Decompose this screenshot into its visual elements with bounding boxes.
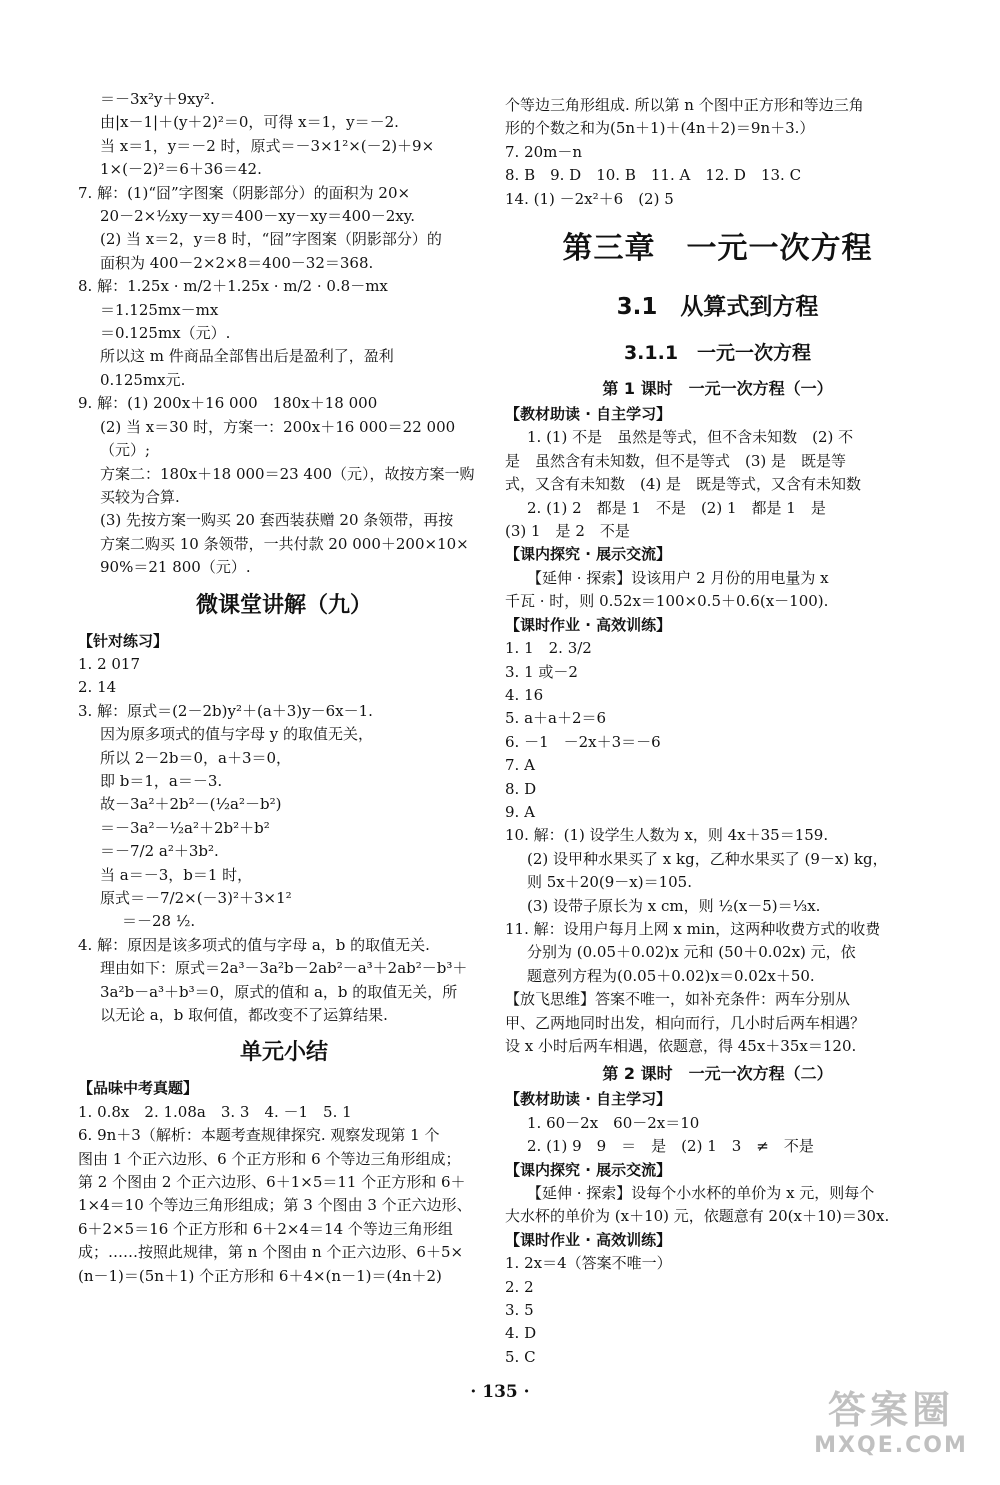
answer-line: 原式＝－7/2×(－3)²＋3×1² (100, 889, 292, 907)
answer-line: (2) 当 x＝2，y＝8 时，“囧”字图案（阴影部分）的 (100, 230, 442, 249)
section-title: 3.1 从算式到方程 (616, 294, 819, 321)
answer-line: 4. 16 (505, 685, 544, 704)
answer-line: 由|x－1|＋(y＋2)²＝0，可得 x＝1，y＝－2. (100, 113, 399, 132)
subsection-title: 3.1.1 一元一次方程 (623, 342, 812, 365)
answer-line: 方案二购买 10 条领带，一共付款 20 000＋200×10× (100, 534, 469, 553)
answer-line: 2. (1) 2 都是 1 不是 (2) 1 都是 1 是 (527, 498, 826, 517)
answer-line: (3) 1 是 2 不是 (505, 522, 630, 541)
answer-line: 4. D (505, 1324, 537, 1343)
answer-line: ＝1.125mx－mx (100, 300, 219, 319)
answer-line: 图由 1 个正六边形、6 个正方形和 6 个等边三角形组成； (78, 1149, 461, 1168)
answer-line: (n－1)＝(5n＋1) 个正方形和 6＋4×(n－1)＝(4n＋2) (78, 1266, 442, 1285)
answer-line: 大水杯的单价为 (x＋10) 元，依题意有 20(x＋10)＝30x. (505, 1207, 890, 1226)
answer-line: 20－2×½xy－xy＝400－xy－xy＝400－2xy. (100, 207, 415, 226)
section-heading-micro-lecture: 微课堂讲解（九） (195, 592, 372, 618)
answer-line: ＝0.125mx（元）. (100, 324, 231, 343)
answer-line: 所以 2－2b＝0，a＋3＝0， (100, 748, 292, 767)
answer-line: 分别为 (0.05＋0.02)x 元和 (50＋0.02x) 元，依 (527, 943, 856, 962)
answer-line: 10. 解：(1) 设学生人数为 x，则 4x＋35＝159. (505, 826, 829, 845)
section-tag: 【针对练习】 (78, 631, 169, 650)
answer-line: 形的个数之和为(5n＋1)＋(4n＋2)＝9n＋3.） (505, 119, 815, 138)
answer-line: (3) 先按方案一购买 20 套西装获赠 20 条领带，再按 (100, 511, 454, 530)
answer-line: (2) 当 x＝30 时，方案一：200x＋16 000＝22 000（元）; (100, 417, 456, 460)
answer-line: 千瓦 · 时，则 0.52x＝100×0.5＋0.6(x－100). (505, 592, 829, 611)
answer-line: 个等边三角形组成. 所以第 n 个图中正方形和等边三角 (505, 96, 864, 114)
answer-line: 6. －1 －2x＋3＝－6 (505, 732, 661, 751)
answer-line: ＝－28 ½. (122, 912, 196, 931)
answer-line: 因为原多项式的值与字母 y 的取值无关， (100, 725, 374, 744)
page-number: · 135 · (470, 1382, 530, 1402)
answer-line: 11. 解：设用户每月上网 x min，这两种收费方式的收费 (505, 919, 881, 938)
answer-line: 1. (1) 不是 虽然是等式，但不含未知数 (2) 不 (527, 428, 854, 447)
answer-line: 4. 解：原因是该多项式的值与字母 a，b 的取值无关. (78, 935, 430, 954)
answer-line: 5. a＋a＋2＝6 (505, 709, 607, 728)
answer-line: 所以这 m 件商品全部售出后是盈利了，盈利 (100, 347, 394, 366)
answer-line: 当 a＝－3，b＝1 时， (100, 865, 253, 884)
answer-line: 设 x 小时后两车相遇，依题意，得 45x＋35x＝120. (505, 1037, 857, 1055)
lesson-title-1: 第 1 课时 一元一次方程（一） (602, 379, 833, 399)
answer-line: 7. A (505, 756, 535, 775)
section-tag: 【课时作业 · 高效训练】 (505, 615, 672, 634)
answer-line: 3. 1 或－2 (505, 662, 578, 681)
right-column (505, 94, 930, 1369)
answer-line: 第 2 个图由 2 个正六边形、6＋1×5＝11 个正方形和 6＋ (78, 1173, 466, 1192)
chapter-title: 第三章 一元一次方程 (562, 231, 873, 267)
answer-line: 0.125mx元. (100, 370, 186, 389)
answer-line: 2. 2 (505, 1277, 534, 1296)
answer-line: 9. A (505, 802, 535, 821)
section-tag: 【课内探究 · 展示交流】 (505, 1160, 672, 1179)
answer-line: 方案二：180x＋18 000＝23 400（元），故按方案一购 (100, 464, 475, 483)
left-column (78, 88, 490, 1288)
answer-line: 即 b＝1，a＝－3. (100, 771, 223, 790)
lesson-title-2: 第 2 课时 一元一次方程（二） (602, 1064, 833, 1084)
answer-line: 式，又含有未知数 (4) 是 既是等式，又含有未知数 (505, 475, 862, 494)
answer-line: 1. 0.8x 2. 1.08a 3. 3 4. －1 5. 1 (78, 1102, 352, 1121)
answer-line: 6. 9n＋3（解析：本题考查规律探究. 观察发现第 1 个 (78, 1126, 440, 1145)
answer-line: 5. C (505, 1347, 536, 1366)
watermark-text-top: 答案圈 (827, 1388, 954, 1432)
answer-line: 7. 解：(1)“囧”字图案（阴影部分）的面积为 20× (78, 183, 411, 202)
answer-line: 以无论 a，b 取何值，都改变不了运算结果. (100, 1006, 388, 1025)
answer-line: 90%＝21 800（元）. (100, 558, 251, 577)
answer-line: ＝－3x²y＋9xy². (100, 90, 215, 108)
answer-line: 1. 2 017 (78, 654, 141, 673)
answer-line: 9. 解：(1) 200x＋16 000 180x＋18 000 (78, 394, 378, 413)
answer-line: ＝－7/2 a²＋3b². (100, 842, 219, 861)
answer-line: 【延伸 · 探索】设该用户 2 月份的用电量为 x (527, 568, 829, 587)
answer-line: 8. B 9. D 10. B 11. A 12. D 13. C (505, 166, 802, 185)
section-tag: 【教材助读 · 自主学习】 (505, 405, 672, 424)
answer-line: 是 虽然含有未知数，但不是等式 (3) 是 既是等 (505, 451, 847, 470)
answer-line: 14. (1) －2x²＋6 (2) 5 (505, 189, 674, 208)
answer-line: 甲、乙两地同时出发，相向而行，几小时后两车相遇？ (505, 1013, 866, 1032)
answer-line: 3a²b－a³＋b³＝0，原式的值和 a，b 的取值无关，所 (100, 982, 458, 1001)
section-tag: 【教材助读 · 自主学习】 (505, 1090, 672, 1109)
answer-line: 当 x＝1，y＝－2 时，原式＝－3×1²×(－2)＋9× (100, 136, 435, 155)
section-tag: 【课时作业 · 高效训练】 (505, 1230, 672, 1249)
answer-line: 【延伸 · 探索】设每个小水杯的单价为 x 元，则每个 (527, 1184, 875, 1203)
answer-line: 6＋2×5＝16 个正方形和 6＋2×4＝14 个等边三角形组 (78, 1219, 453, 1238)
answer-line: ＝－3a²－½a²＋2b²＋b² (100, 818, 270, 837)
answer-line: 7. 20m－n (505, 142, 583, 161)
section-heading-unit-summary: 单元小结 (239, 1040, 328, 1066)
answer-line: 则 5x＋20(9－x)＝105. (527, 873, 692, 892)
answer-line: 理由如下：原式＝2a³－3a²b－2ab²－a³＋2ab²－b³＋ (100, 959, 468, 978)
answer-line: 8. D (505, 779, 537, 798)
answer-line: 1. 60－2x 60－2x＝10 (527, 1113, 700, 1132)
answer-line: 故－3a²＋2b²－(½a²－b²) (100, 795, 282, 814)
answer-line: 3. 解：原式＝(2－2b)y²＋(a＋3)y－6x－1. (78, 701, 373, 720)
answer-line: 买较为合算. (100, 487, 180, 506)
section-tag: 【品味中考真题】 (78, 1079, 199, 1098)
answer-line: 成；……按照此规律，第 n 个图由 n 个正六边形、6＋5× (78, 1243, 464, 1262)
answer-line: 1×4＝10 个等边三角形组成；第 3 个图由 3 个正六边形、 (78, 1196, 472, 1215)
watermark-text-bottom: MXQE.COM (814, 1433, 968, 1458)
answer-line: 1×(－2)²＝6＋36＝42. (100, 160, 262, 179)
answer-line: 面积为 400－2×2×8＝400－32＝368. (100, 253, 374, 272)
answer-line: (3) 设带子原长为 x cm，则 ½(x－5)＝⅓x. (527, 896, 821, 915)
answer-line: 题意列方程为(0.05＋0.02)x＝0.02x＋50. (527, 966, 815, 985)
answer-line: 1. 1 2. 3/2 (505, 639, 592, 658)
answer-line: 3. 5 (505, 1301, 534, 1320)
answer-line: 2. (1) 9 9 ＝ 是 (2) 1 3 ≠ 不是 (527, 1137, 814, 1156)
answer-line: 1. 2x＝4（答案不唯一） (505, 1254, 672, 1273)
watermark-logo (806, 1387, 976, 1467)
answer-line: 2. 14 (78, 678, 117, 697)
answer-line: 8. 解：1.25x · m/2＋1.25x · m/2 · 0.8－mx (78, 277, 388, 296)
section-tag: 【课内探究 · 展示交流】 (505, 545, 672, 564)
answer-line: (2) 设甲种水果买了 x kg，乙种水果买了 (9－x) kg， (527, 849, 888, 868)
answer-line: 【放飞思维】答案不唯一，如补充条件：两车分别从 (505, 990, 851, 1009)
